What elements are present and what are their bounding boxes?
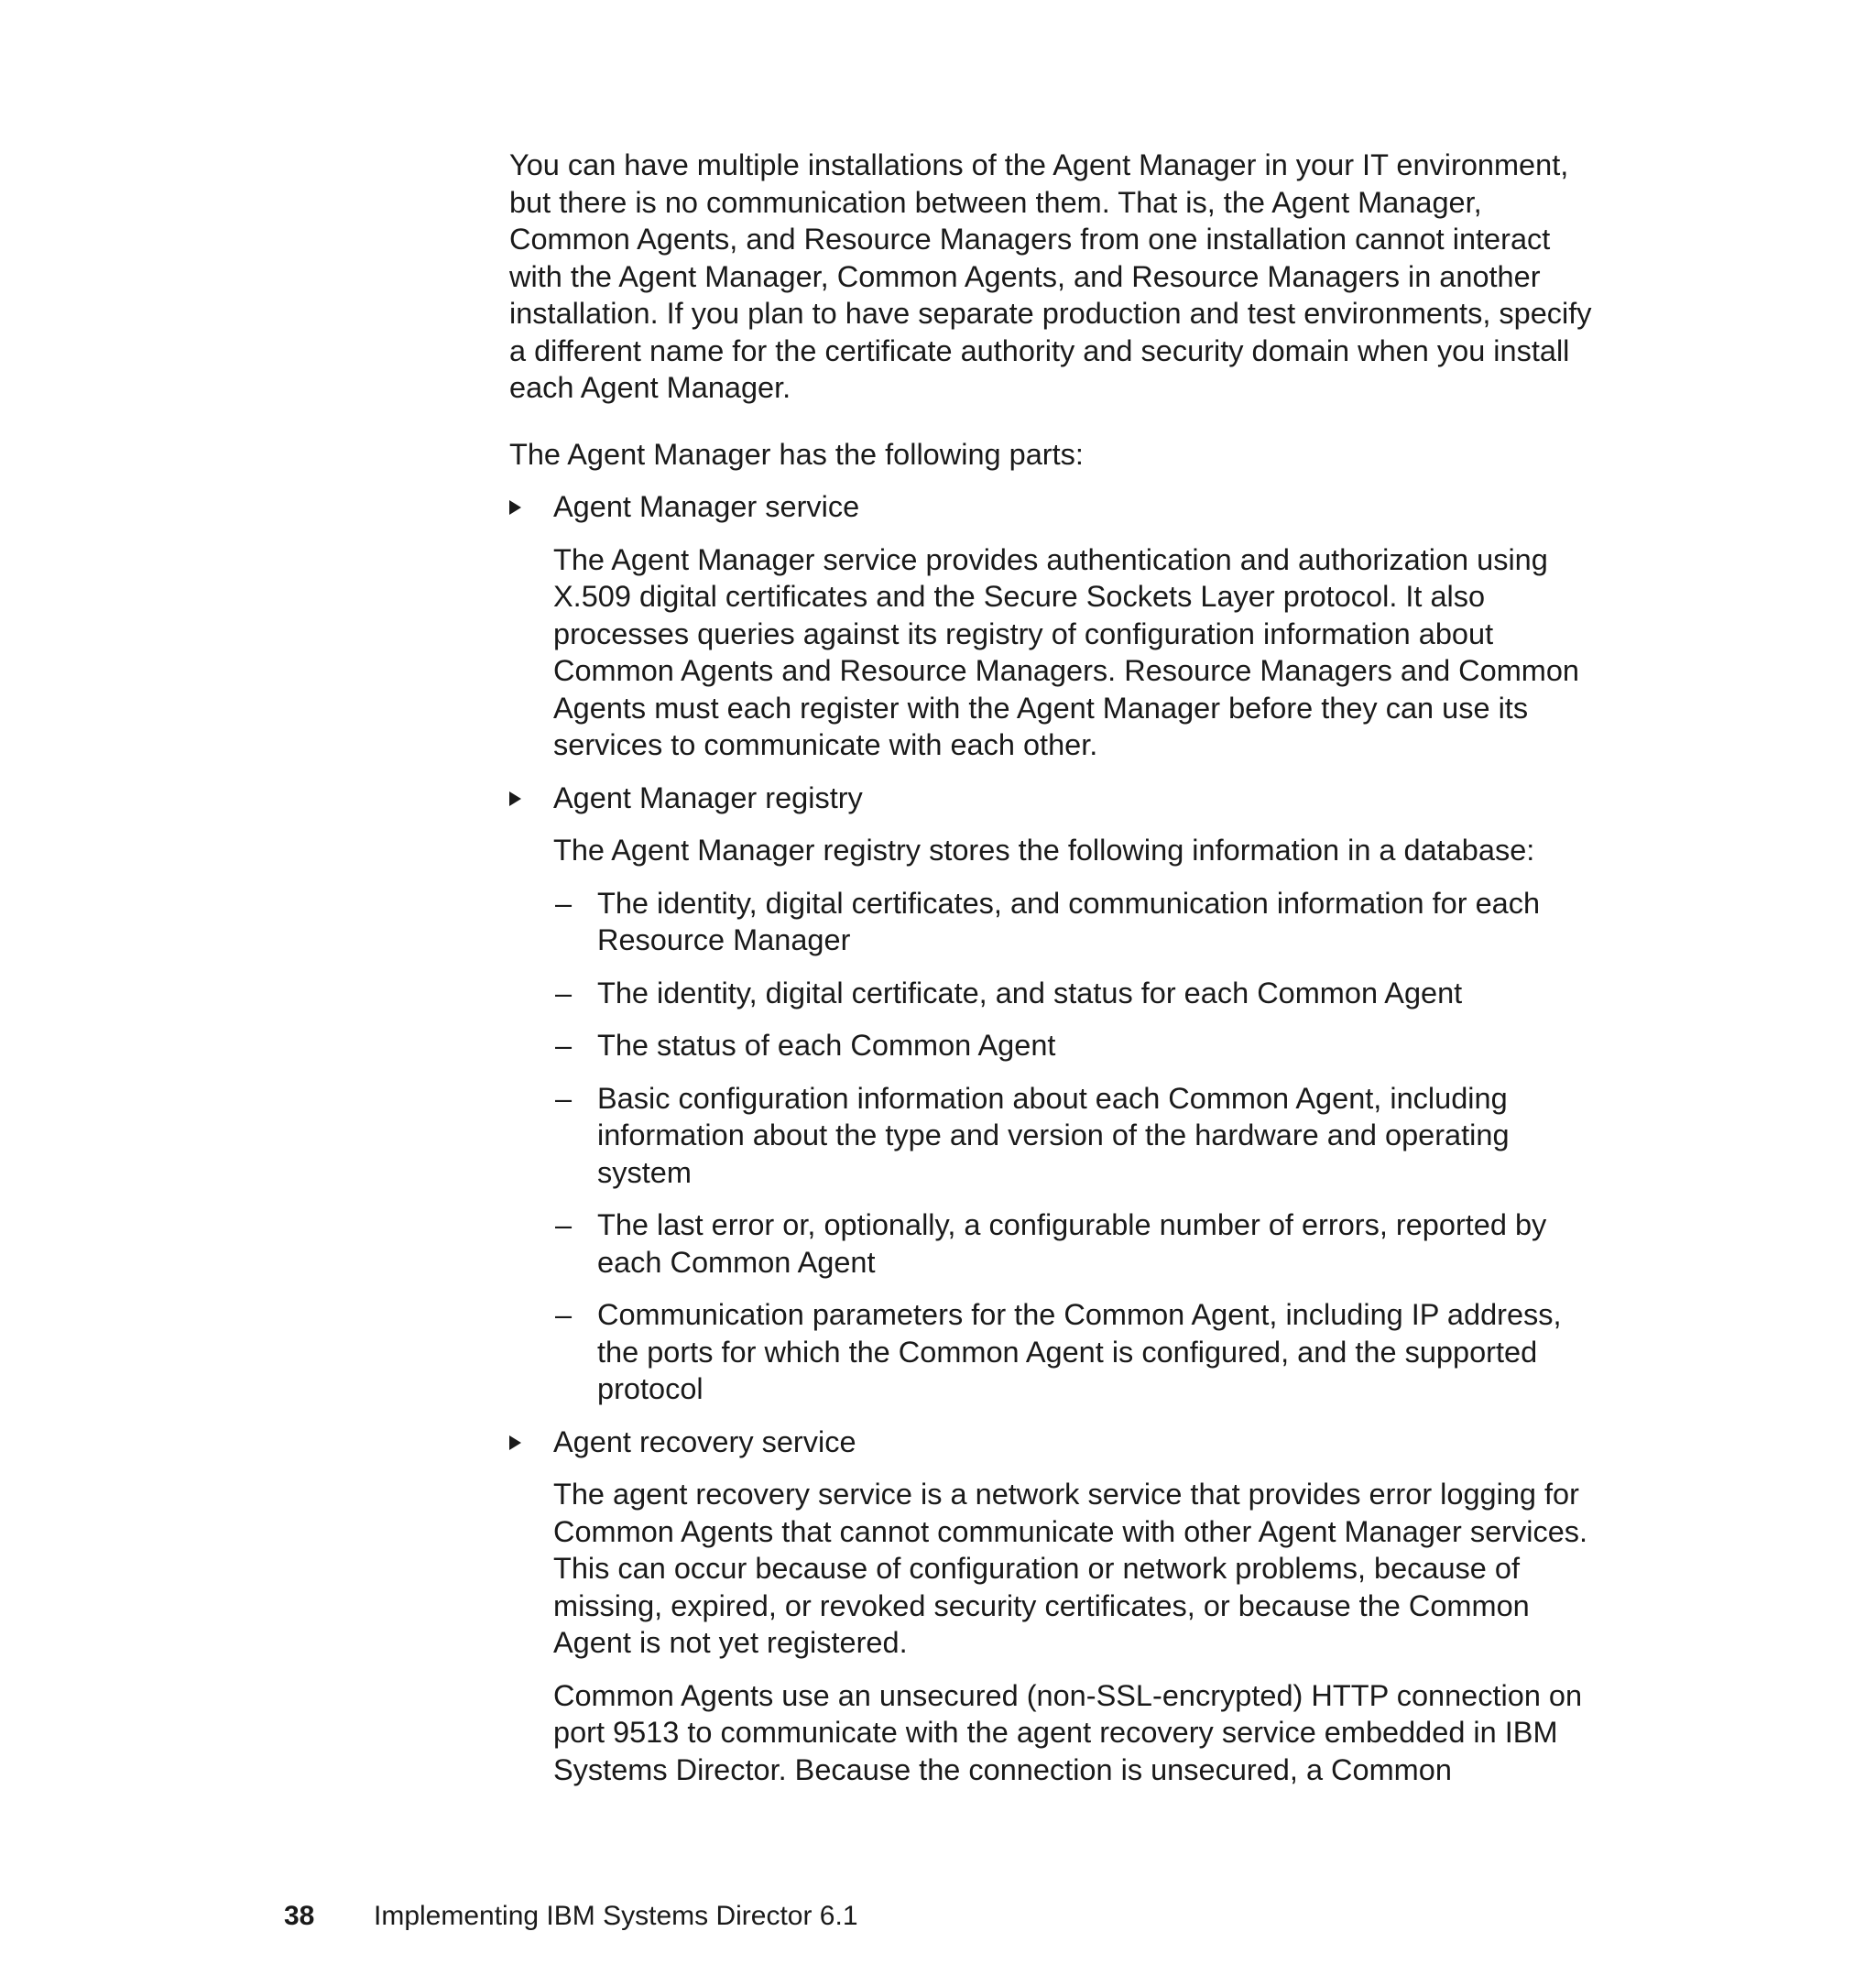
list-item-text: The identity, digital certificate, and status for each Common Agent [597,976,1463,1009]
list-item [553,975,1609,1012]
list-item-text: The identity, digital certificates, and communication information for each Resource Manager [597,886,1541,956]
bullet-heading [553,780,1609,817]
dash-bullet-icon: – [555,1081,573,1115]
part-agent-recovery-service [509,1424,1609,1789]
list-item-text: The last error or, optionally, a configurable number of errors, reported by each Common Agent [597,1208,1547,1279]
bullet-heading [553,488,1609,526]
triangle-bullet-icon [509,1435,521,1450]
bullet-heading [553,1424,1609,1461]
list-item [553,885,1609,959]
list-item [553,1080,1609,1192]
dash-bullet-icon: – [555,976,573,1009]
part-description: The Agent Manager service provides authentication and authorization using X.509 digital certificates and the Secure Sockets Layer protocol. It also processes queries against its registry of configuration information about Common Agents and Resource Managers. Resource Managers and Common Agents must each register with the Agent Manager before they can use its services to communicate with each other. [553,542,1580,761]
dash-bullet-icon: – [555,1029,573,1062]
page-footer [284,1900,858,1933]
list-item-text: Basic configuration information about each Common Agent, including information about the type and version of the hardware and operating system [597,1081,1510,1189]
part-description: The Agent Manager registry stores the following information in a database: [553,834,1535,867]
dash-bullet-icon: – [555,886,573,920]
bullet-heading-label: Agent Manager registry [553,780,863,814]
list-item [553,1206,1609,1281]
bullet-heading-label: Agent recovery service [553,1424,856,1458]
bullet-heading-label: Agent Manager service [553,490,860,523]
part-agent-manager-service [509,488,1609,764]
parts-lead-sentence: The Agent Manager has the following parts: [509,437,1084,471]
list-item-text: The status of each Common Agent [597,1029,1056,1062]
list-item-text: Communication parameters for the Common Agent, including IP address, the ports for which the Common Agent is configured, and the supported protocol [597,1298,1562,1405]
part-description: The agent recovery service is a network service that provides error logging for Common Agents that cannot communicate with other Agent Manager services. This can occur because of configuration or network problems, because of missing, expired, or revoked security certificates, or because the Common Agent is not yet registered. [553,1478,1588,1659]
part-agent-manager-registry [509,780,1609,1408]
list-item [553,1027,1609,1064]
list-item [553,1296,1609,1408]
dash-bullet-icon: – [555,1208,573,1241]
triangle-bullet-icon [509,791,521,806]
book-title: Implementing IBM Systems Director 6.1 [374,1901,858,1931]
registry-contents-list [553,885,1609,1408]
body-text [509,147,1609,1804]
triangle-bullet-icon [509,500,521,515]
intro-paragraph: You can have multiple installations of the Agent Manager in your IT environment, but there is no communication between them. That is, the Agent Manager, Common Agents, and Resource Managers from one installation cannot interact with the Agent Manager, Common Agents, and Resource Managers in another installation. If you plan to have separate production and test environments, specify a different name for the certificate authority and security domain when you install each Agent Manager. [509,148,1592,404]
part-description: Common Agents use an unsecured (non-SSL-encrypted) HTTP connection on port 9513 to communicate with the agent recovery service embedded in IBM Systems Director. Because the connection is unsecured, a Common [553,1678,1583,1786]
page-number: 38 [284,1901,315,1931]
dash-bullet-icon: – [555,1298,573,1331]
